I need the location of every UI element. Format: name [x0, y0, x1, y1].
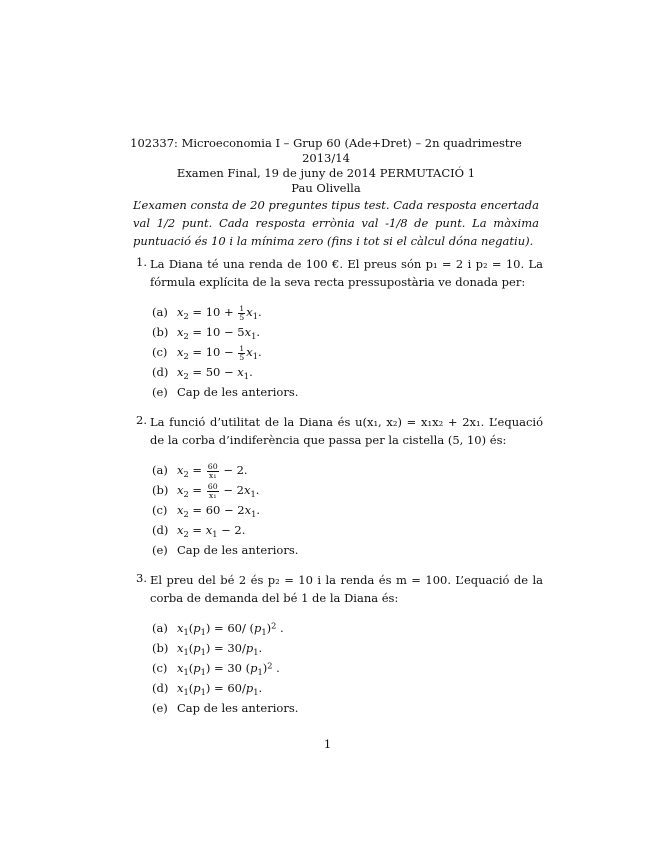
option-answer: $x_2$ = $\frac{60}{\text{x₁}}$ − 2. — [177, 461, 248, 480]
fraction: $\frac{60}{\text{x₁}}$ — [207, 461, 218, 480]
option-answer: $x_2$ = $\frac{60}{\text{x₁}}$ − $2x_1$. — [177, 481, 260, 500]
option-answer: $x_2 = 10$ − $\frac{1}{5}$ $x_1$. — [177, 343, 262, 362]
option-answer: $x_2 = 50 - x_1$. — [177, 365, 253, 381]
question-number: 3. — [136, 571, 147, 585]
question-number: 2. — [136, 413, 147, 427]
option-c — [133, 659, 543, 679]
option-a — [133, 461, 543, 481]
option-answer: Cap de les anteriors. — [177, 385, 299, 399]
question-2 — [133, 413, 543, 561]
option-d — [133, 363, 543, 383]
option-label: (a) — [152, 305, 168, 319]
option-answer: $x_1(p_1) = 60/p_1$. — [177, 681, 263, 697]
options-list — [133, 619, 543, 719]
option-label: (c) — [152, 661, 168, 675]
question-3 — [133, 571, 543, 719]
fraction: $\frac{60}{\text{x₁}}$ — [207, 481, 218, 500]
option-label: (a) — [152, 621, 168, 635]
fraction: $\frac{1}{5}$ — [239, 343, 245, 362]
option-c — [133, 501, 543, 521]
option-d — [133, 679, 543, 699]
option-answer: $x_2 = x_1 - 2$. — [177, 523, 246, 539]
question-1 — [133, 255, 543, 403]
option-label: (e) — [152, 543, 168, 557]
option-answer: $x_2 = 10$ + $\frac{1}{5}$ $x_1$. — [177, 303, 262, 322]
course-line: 102337: Microeconomia I – Grup 60 (Ade+Dret) – 2n quadrimestre 2013/14 — [130, 136, 522, 165]
author-name: Pau Olivella — [291, 181, 361, 195]
option-b — [133, 639, 543, 659]
option-answer: Cap de les anteriors. — [177, 701, 299, 715]
option-label: (b) — [152, 325, 169, 339]
option-e — [133, 699, 543, 719]
option-label: (e) — [152, 385, 168, 399]
option-e — [133, 541, 543, 561]
option-label: (c) — [152, 345, 168, 359]
option-answer: $x_2 = 10 - 5x_1$. — [177, 325, 261, 341]
fraction: $\frac{1}{5}$ — [239, 303, 245, 322]
option-label: (d) — [152, 681, 169, 695]
option-b — [133, 323, 543, 343]
option-label: (d) — [152, 523, 169, 537]
question-text: La funció d’utilitat de la Diana és u(x₁, x₂) = x₁x₂ + 2x₁. L’equació de la corba d’indiferència que passa per la cistella (5, 10) és: — [150, 415, 543, 447]
option-label: (a) — [152, 463, 168, 477]
options-list — [133, 303, 543, 403]
options-list — [133, 461, 543, 561]
page-number: 1 — [323, 737, 332, 751]
option-b — [133, 481, 543, 501]
option-label: (e) — [152, 701, 168, 715]
option-label: (b) — [152, 641, 169, 655]
option-c — [133, 343, 543, 363]
option-answer: $x_1(p_1) = 30$ $(p_1)^2$ . — [177, 660, 280, 677]
option-answer: $x_1(p_1) = 60/$ $(p_1)^2$ . — [177, 620, 284, 637]
option-answer: $x_2 = 60 - 2x_1$. — [177, 503, 261, 519]
question-number: 1. — [136, 255, 147, 269]
option-answer: Cap de les anteriors. — [177, 543, 299, 557]
exam-instructions: L’examen consta de 20 preguntes tipus test. Cada resposta encertada val 1/2 punt. Cada resposta errònia val -1/8 de punt. La màxima puntuació és 10 i la mínima zero (fins i tot si el càlcul dóna negatiu). — [133, 198, 539, 248]
option-label: (d) — [152, 365, 169, 379]
question-text: La Diana té una renda de 100 €. El preus són p₁ = 2 i p₂ = 10. La fórmula explícita de la seva recta pressupostària ve donada per: — [150, 257, 543, 289]
exam-line: Examen Final, 19 de juny de 2014 PERMUTACIÓ 1 — [176, 166, 476, 180]
option-a — [133, 619, 543, 639]
question-text: El preu del bé 2 és p₂ = 10 i la renda és m = 100. L’equació de la corba de demanda del bé 1 de la Diana és: — [150, 573, 543, 605]
option-label: (b) — [152, 483, 169, 497]
option-d — [133, 521, 543, 541]
option-e — [133, 383, 543, 403]
option-label: (c) — [152, 503, 168, 517]
exam-header — [110, 136, 542, 196]
option-a — [133, 303, 543, 323]
option-answer: $x_1(p_1) = 30/p_1$. — [177, 641, 263, 657]
